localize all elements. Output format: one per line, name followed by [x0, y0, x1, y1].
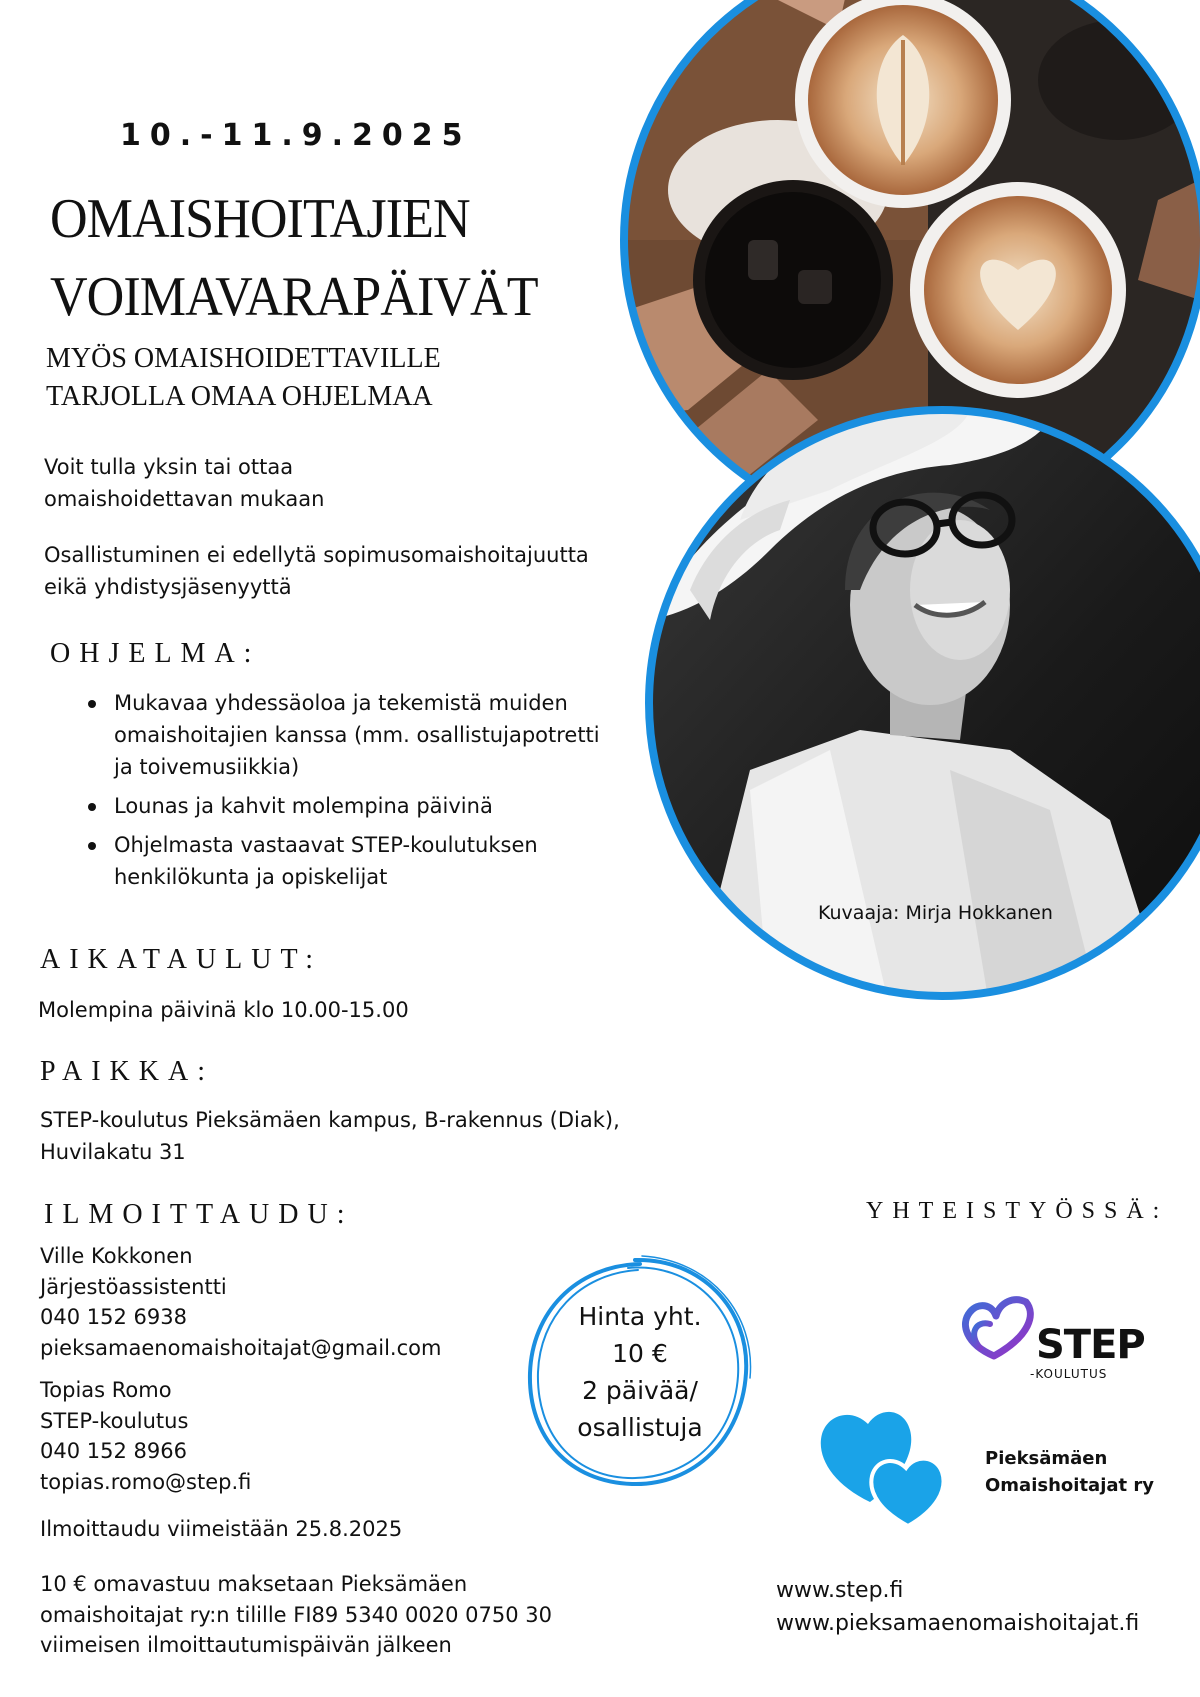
title-line: OMAISHOITAJIEN [50, 188, 470, 250]
title-line: VOIMAVARAPÄIVÄT [50, 266, 538, 328]
contact-email[interactable]: pieksamaenomaishoitajat@gmail.com [40, 1335, 442, 1360]
schedule-heading: AIKATAULUT: [40, 944, 322, 975]
intro-paragraph [44, 451, 324, 515]
price-line: 10 € [612, 1339, 668, 1368]
contact-name: Ville Kokkonen [40, 1244, 193, 1268]
address-line: STEP-koulutus Pieksämäen kampus, B-rakennus (Diak), [40, 1108, 620, 1132]
price-text [528, 1298, 752, 1446]
step-logo-icon [956, 1290, 1036, 1362]
logo-line: Pieksämäen [985, 1448, 1108, 1469]
intro-paragraph [44, 539, 589, 603]
contact-topias [40, 1375, 251, 1497]
partners-heading: YHTEISTYÖSSÄ: [866, 1198, 1169, 1224]
register-heading: ILMOITTAUDU: [44, 1199, 354, 1230]
list-item [86, 687, 686, 783]
logo-line: Omaishoitajat ry [985, 1475, 1154, 1496]
photo-caption: Kuvaaja: Mirja Hokkanen [818, 902, 1053, 924]
subtitle-line: TARJOLLA OMAA OHJELMAA [46, 381, 433, 412]
price-line: osallistuja [577, 1413, 703, 1442]
list-item [86, 790, 686, 822]
intro-line: omaishoidettavan mukaan [44, 487, 325, 511]
contact-email[interactable]: topias.romo@step.fi [40, 1469, 252, 1494]
step-logo-subtext: -KOULUTUS [1030, 1367, 1108, 1381]
contact-ville [40, 1241, 441, 1363]
payment-line: 10 € omavastuu maksetaan Pieksämäen [40, 1572, 468, 1596]
website-link-step[interactable]: www.step.fi [776, 1578, 904, 1603]
intro-line: eikä yhdistysjäsenyyttä [44, 575, 292, 599]
price-line: 2 päivää/ [582, 1376, 698, 1405]
list-item-line: ja toivemusiikkia) [114, 755, 300, 779]
contact-phone[interactable]: 040 152 8966 [40, 1439, 187, 1463]
list-item [86, 829, 686, 893]
payment-line: omaishoitajat ry:n tilille FI89 5340 0020 0750 30 [40, 1602, 552, 1627]
list-item-line: henkilökunta ja opiskelijat [114, 865, 388, 889]
portrait-photo [630, 390, 1200, 1020]
list-item-line: Mukavaa yhdessäoloa ja tekemistä muiden [114, 691, 568, 715]
place-address [40, 1104, 620, 1168]
address-line: Huvilakatu 31 [40, 1140, 186, 1164]
contact-name: Topias Romo [40, 1378, 172, 1402]
subtitle [46, 340, 441, 416]
place-heading: PAIKKA: [40, 1056, 214, 1087]
list-item-line: Lounas ja kahvit molempina päivinä [114, 794, 493, 818]
payment-info [40, 1569, 552, 1661]
contact-title: STEP-koulutus [40, 1408, 189, 1433]
contact-title: Järjestöassistentti [40, 1274, 227, 1299]
omaishoitajat-logo-text [985, 1445, 1154, 1499]
contact-phone[interactable]: 040 152 6938 [40, 1305, 187, 1329]
register-deadline: Ilmoittaudu viimeistään 25.8.2025 [40, 1517, 403, 1541]
list-item-line: Ohjelmasta vastaavat STEP-koulutuksen [114, 833, 538, 857]
schedule-text: Molempina päivinä klo 10.00-15.00 [38, 998, 409, 1022]
websites [776, 1574, 1139, 1640]
payment-line: viimeisen ilmoittautumispäivän jälkeen [40, 1633, 452, 1657]
step-logo-text: STEP [1036, 1322, 1145, 1368]
intro-line: Voit tulla yksin tai ottaa [44, 455, 294, 479]
program-list [86, 687, 686, 900]
list-item-line: omaishoitajien kanssa (mm. osallistujapotretti [114, 723, 600, 747]
program-heading: OHJELMA: [50, 638, 261, 669]
price-line: Hinta yht. [578, 1302, 702, 1331]
event-date: 10.-11.9.2025 [120, 118, 472, 153]
intro-line: Osallistuminen ei edellytä sopimusomaishoitajuutta [44, 543, 589, 567]
page-title [50, 180, 538, 336]
subtitle-line: MYÖS OMAISHOIDETTAVILLE [46, 343, 441, 374]
website-link-omaishoitajat[interactable]: www.pieksamaenomaishoitajat.fi [776, 1611, 1140, 1636]
heart-logo-icon [812, 1400, 972, 1530]
